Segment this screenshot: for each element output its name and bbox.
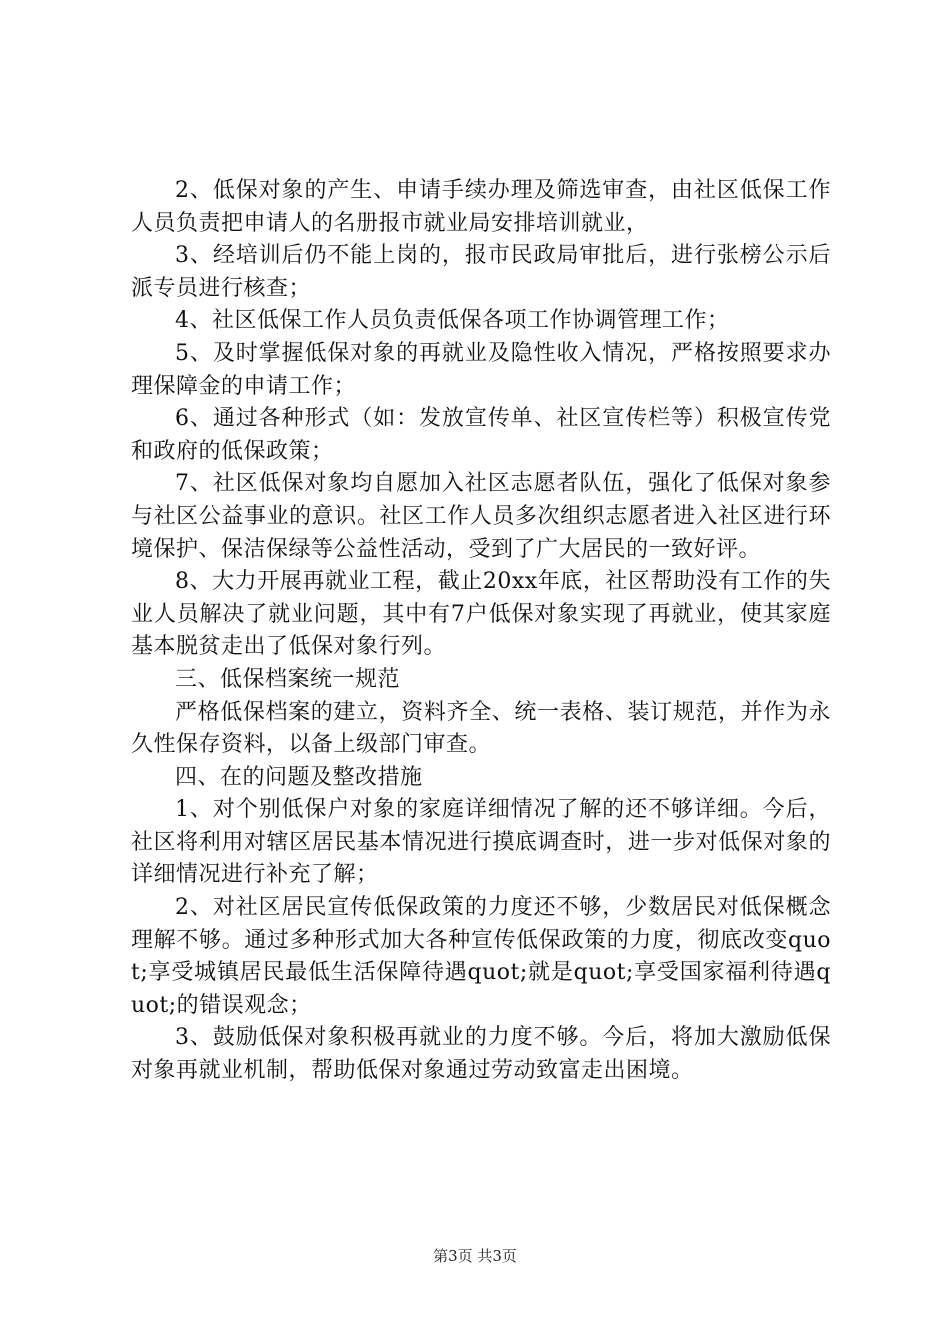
paragraph-archives: 严格低保档案的建立，资料齐全、统一表格、装订规范，并作为永久性保存资料，以备上级部门审查。 [131,699,831,758]
paragraph-item-3: 3、经培训后仍不能上岗的，报市民政局审批后，进行张榜公示后派专员进行核查； [131,243,831,301]
page-number-footer: 第3页 共3页 [433,1247,517,1265]
paragraph-item-4: 4、社区低保工作人员负责低保各项工作协调管理工作； [175,308,730,334]
paragraph-issue-2: 2、对社区居民宣传低保政策的力度还不够，少数居民对低保概念理解不够。通过多种形式加大各种宣传低保政策的力度，彻底改变quot;享受城镇居民最低生活保障待遇quot;就是quot;享受国家福利待遇quot;的错误观念； [131,895,831,1018]
paragraph-issue-3: 3、鼓励低保对象积极再就业的力度不够。今后，将加大激励低保对象再就业机制，帮助低保对象通过劳动致富走出困境。 [131,1025,831,1084]
paragraph-item-6: 6、通过各种形式（如：发放宣传单、社区宣传栏等）积极宣传党和政府的低保政策； [131,406,831,464]
section-heading-issues: 四、在的问题及整改措施 [175,764,423,790]
paragraph-item-7: 7、社区低保对象均自愿加入社区志愿者队伍，强化了低保对象参与社区公益事业的意识。社区工作人员多次组织志愿者进入社区进行环境保护、保洁保绿等公益性活动，受到了广大居民的一致好评。 [131,471,831,562]
document-body [131,175,831,1088]
paragraph-item-5: 5、及时掌握低保对象的再就业及隐性收入情况，严格按照要求办理保障金的申请工作； [131,340,831,399]
paragraph-item-8: 8、大力开展再就业工程，截止20xx年底，社区帮助没有工作的失业人员解决了就业问题，其中有7户低保对象实现了再就业，使其家庭基本脱贫走出了低保对象行列。 [131,569,831,660]
section-heading-archives: 三、低保档案统一规范 [175,666,401,692]
paragraph-item-2: 2、低保对象的产生、申请手续办理及筛选审查，由社区低保工作人员负责把申请人的名册报市就业局安排培训就业， [131,178,831,236]
paragraph-issue-1: 1、对个别低保户对象的家庭详细情况了解的还不够详细。今后，社区将利用对辖区居民基本情况进行摸底调查时，进一步对低保对象的详细情况进行补充了解； [131,797,831,888]
